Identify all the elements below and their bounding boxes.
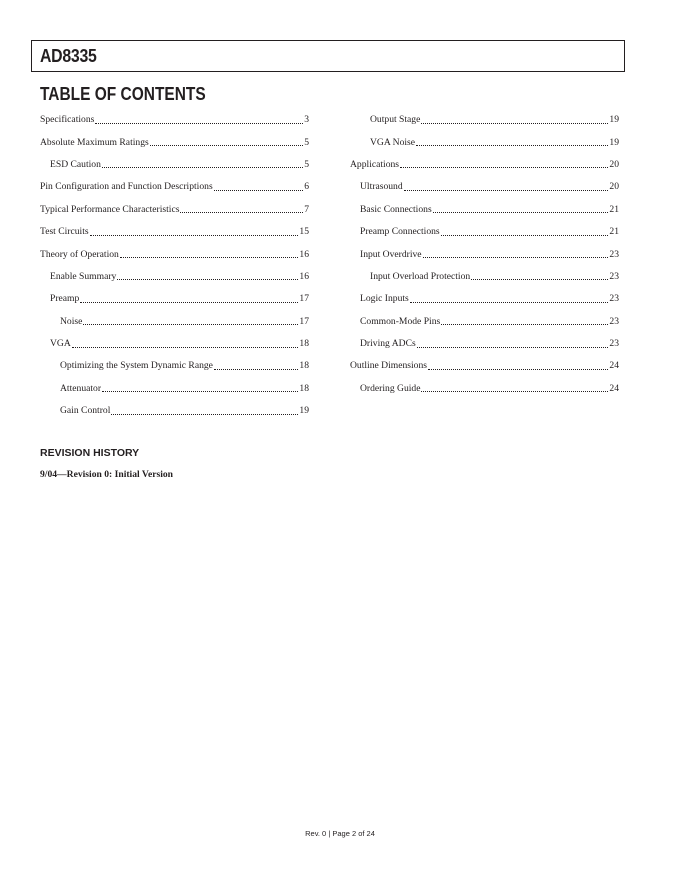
toc-leader-dots [214,190,304,191]
toc-entry-title: Logic Inputs [360,293,409,305]
toc-entry[interactable] [40,221,309,243]
toc-leader-dots [421,391,608,392]
toc-entry-page: 24 [609,360,619,372]
toc-leader-dots [83,324,298,325]
toc-entry-title: Theory of Operation [40,248,119,260]
toc-entry-page: 23 [609,270,619,282]
toc-entry-title: Gain Control [60,405,111,417]
toc-entry[interactable] [40,154,309,176]
toc-entry-title: Ultrasound [360,181,403,193]
toc-entry-page: 23 [609,315,619,327]
toc-entry[interactable] [40,176,309,198]
toc-entry-title: Driving ADCs [360,338,416,350]
toc-entry-page: 18 [299,382,309,394]
toc-entry-title: Input Overload Protection [370,270,471,282]
toc-entry[interactable] [350,131,619,153]
toc-entry-title: Noise [60,315,83,327]
toc-leader-dots [404,190,609,191]
toc-entry-title: Pin Configuration and Function Descriptions [40,181,213,193]
toc-left-column [40,109,309,422]
toc-leader-dots [441,324,608,325]
toc-entry-page: 16 [299,270,309,282]
toc-entry-page: 18 [299,338,309,350]
toc-entry-page: 23 [609,248,619,260]
toc-leader-dots [72,347,299,348]
toc-entry-page: 24 [609,382,619,394]
toc-entry[interactable] [350,355,619,377]
toc-leader-dots [102,391,298,392]
toc-entry[interactable] [40,199,309,221]
toc-entry-page: 15 [299,226,309,238]
toc-leader-dots [410,302,609,303]
toc-entry-title: Optimizing the System Dynamic Range [60,360,213,372]
toc-entry-title: Applications [350,158,400,170]
toc-entry[interactable] [350,154,619,176]
toc-entry-page: 18 [299,360,309,372]
toc-leader-dots [150,145,303,146]
document-header-box [31,40,625,72]
toc-entry[interactable] [40,243,309,265]
toc-entry[interactable] [350,333,619,355]
toc-entry-page: 20 [609,158,619,170]
toc-entry-page: 20 [609,181,619,193]
toc-leader-dots [95,123,303,124]
toc-entry[interactable] [40,355,309,377]
toc-entry[interactable] [40,131,309,153]
toc-leader-dots [416,145,608,146]
toc-leader-dots [423,257,609,258]
toc-entry[interactable] [350,378,619,400]
toc-right-column [350,109,619,400]
toc-entry-title: Test Circuits [40,226,89,238]
toc-leader-dots [433,212,609,213]
toc-entry-title: Specifications [40,114,95,126]
toc-leader-dots [214,369,298,370]
toc-entry[interactable] [40,266,309,288]
toc-entry-title: Preamp Connections [360,226,440,238]
toc-entry-page: 21 [609,203,619,215]
toc-entry-page: 19 [609,114,619,126]
toc-entry[interactable] [40,109,309,131]
toc-entry-title: Preamp [50,293,80,305]
toc-entry[interactable] [350,199,619,221]
toc-entry-page: 5 [304,136,309,148]
toc-entry-title: Typical Performance Characteristics [40,203,180,215]
toc-entry-page: 16 [299,248,309,260]
toc-leader-dots [441,235,609,236]
toc-entry-page: 5 [304,158,309,170]
toc-entry-title: Ordering Guide [360,382,421,394]
page-footer: Rev. 0 | Page 2 of 24 [305,829,375,838]
toc-entry-title: Outline Dimensions [350,360,428,372]
toc-leader-dots [117,279,298,280]
toc-entry-page: 6 [304,181,309,193]
toc-title: TABLE OF CONTENTS [40,84,206,104]
toc-leader-dots [90,235,299,236]
toc-entry[interactable] [350,176,619,198]
toc-entry-title: Output Stage [370,114,421,126]
toc-entry[interactable] [40,333,309,355]
toc-entry-page: 23 [609,338,619,350]
toc-entry-title: VGA Noise [370,136,416,148]
toc-entry[interactable] [40,311,309,333]
toc-entry[interactable] [350,221,619,243]
toc-entry-title: Input Overdrive [360,248,422,260]
toc-entry-title: ESD Caution [50,158,101,170]
toc-leader-dots [180,212,303,213]
toc-entry-title: VGA [50,338,71,350]
toc-entry-page: 17 [299,293,309,305]
toc-entry-page: 19 [609,136,619,148]
toc-entry-title: Absolute Maximum Ratings [40,136,149,148]
toc-entry-page: 3 [304,114,309,126]
toc-entry[interactable] [350,266,619,288]
toc-entry[interactable] [40,378,309,400]
toc-entry-title: Basic Connections [360,203,432,215]
toc-leader-dots [421,123,608,124]
toc-entry-title: Enable Summary [50,270,117,282]
toc-leader-dots [80,302,298,303]
toc-entry[interactable] [350,109,619,131]
toc-leader-dots [417,347,609,348]
toc-leader-dots [120,257,299,258]
toc-entry-page: 19 [299,405,309,417]
toc-entry[interactable] [40,400,309,422]
toc-leader-dots [428,369,608,370]
toc-entry-page: 17 [299,315,309,327]
toc-entry[interactable] [350,243,619,265]
revision-history-heading: REVISION HISTORY [40,447,140,459]
toc-entry[interactable] [350,288,619,310]
toc-entry-page: 21 [609,226,619,238]
toc-entry-title: Attenuator [60,382,102,394]
toc-leader-dots [471,279,608,280]
toc-leader-dots [102,167,303,168]
toc-entry-page: 23 [609,293,619,305]
toc-entry[interactable] [40,288,309,310]
toc-leader-dots [111,414,298,415]
toc-entry[interactable] [350,311,619,333]
revision-history-entry: 9/04—Revision 0: Initial Version [40,469,173,480]
part-number: AD8335 [40,46,97,66]
toc-entry-title: Common-Mode Pins [360,315,441,327]
toc-leader-dots [400,167,608,168]
toc-entry-page: 7 [304,203,309,215]
